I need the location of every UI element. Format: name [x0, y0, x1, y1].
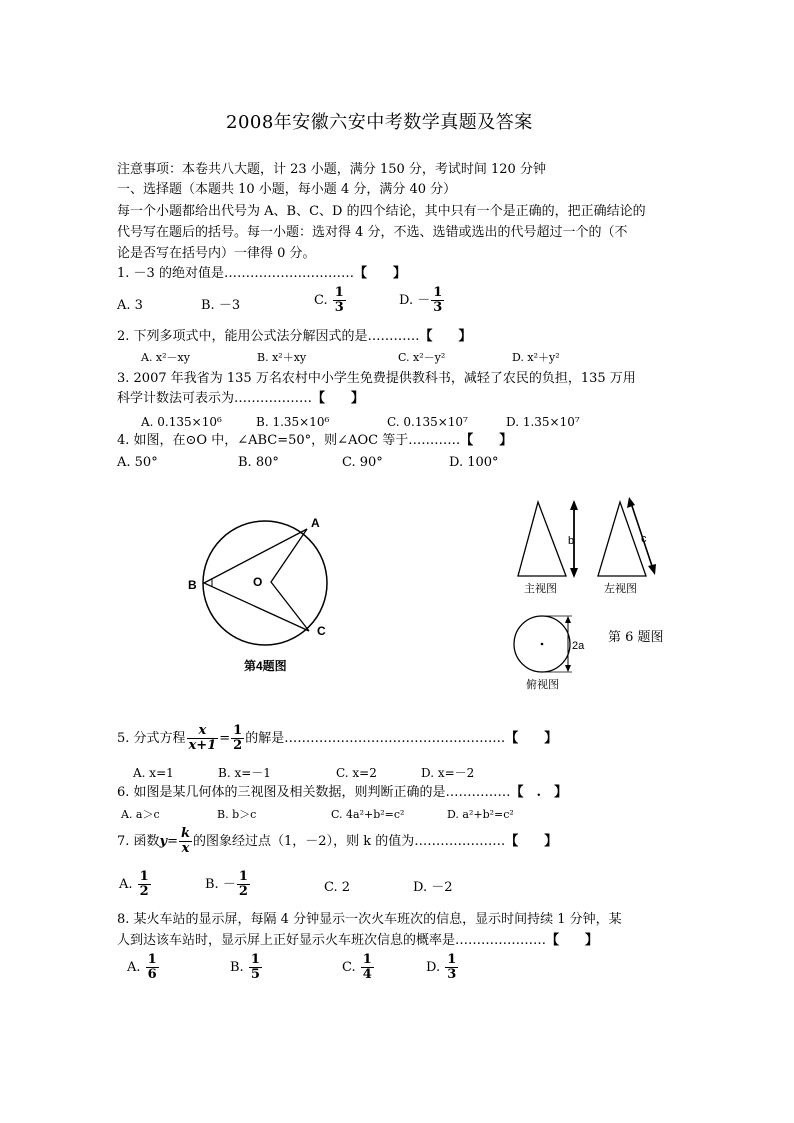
figure-6-caption: 第 6 题图 — [608, 630, 664, 645]
option-label: C. — [314, 293, 328, 308]
front-view-triangle — [518, 502, 566, 576]
numerator: 1 — [139, 869, 149, 884]
q8-option-a — [127, 953, 160, 982]
q2-option-b: B. x²＋xy — [257, 351, 307, 364]
q1-option-c — [314, 286, 347, 315]
fraction — [445, 953, 458, 982]
fraction — [333, 286, 346, 315]
fraction — [361, 953, 374, 982]
arrow-head-icon — [565, 616, 571, 623]
variable-y: y — [159, 834, 168, 849]
fraction-rhs — [231, 724, 244, 753]
q6-option-c: C. 4a²+b²=c² — [331, 808, 405, 821]
q6-option-b: B. b＞c — [217, 808, 257, 821]
numerator: 1 — [250, 952, 260, 967]
question-8-line-1: 8. 某火车站的显示屏，每隔 4 分钟显示一次火车班次的信息，显示时间持续 1 分钟，某 — [117, 912, 622, 927]
question-6-stem: 6. 如图是某几何体的三视图及相关数据，则判断正确的是…………… — [117, 785, 511, 800]
question-8-stem: 人到达该车站时，显示屏上正好显示火车班次信息的概率是………………… — [117, 933, 547, 948]
page-title: 2008年安徽六安中考数学真题及答案 — [226, 112, 533, 133]
figure-6-three-views — [508, 490, 688, 700]
fraction-k-over-x — [179, 827, 192, 856]
instruction-line-3: 论是否写在括号内）一律得 0 分。 — [117, 246, 316, 261]
denominator: 6 — [147, 967, 157, 982]
q5-option-c: C. x=2 — [336, 766, 377, 780]
question-1 — [117, 266, 406, 282]
numerator: 1 — [433, 285, 443, 300]
point-b-label: B — [188, 578, 197, 592]
arrow-head-icon — [627, 497, 635, 508]
fraction — [249, 953, 262, 982]
circle-o — [203, 521, 327, 645]
arrow-head-icon — [565, 665, 571, 672]
q1-option-b: B. －3 — [201, 298, 241, 313]
numerator: 1 — [334, 285, 344, 300]
q5-option-d: D. x=－2 — [421, 766, 475, 780]
q2-option-a: A. x²－xy — [141, 351, 190, 364]
numerator: 1 — [447, 952, 457, 967]
question-8-line-2 — [117, 933, 598, 949]
q8-option-c — [342, 953, 375, 982]
q3-option-a: A. 0.135×10⁶ — [141, 415, 222, 429]
answer-bracket[interactable]: 【 】 — [505, 834, 558, 849]
arrow-head-icon — [648, 564, 656, 575]
answer-bracket[interactable]: 【 】 — [546, 933, 599, 948]
question-4 — [117, 433, 512, 449]
answer-bracket[interactable]: 【 】 — [460, 433, 513, 448]
label-c: c — [641, 533, 647, 545]
question-5-suffix: 的解是…………………………………………… — [245, 731, 506, 746]
arrow-head-icon — [570, 500, 578, 510]
numerator: 1 — [362, 952, 372, 967]
option-label: B. — [230, 960, 244, 975]
answer-bracket[interactable]: 【 . 】 — [510, 785, 568, 800]
q2-option-d: D. x²＋y² — [512, 351, 560, 364]
fraction — [138, 870, 151, 899]
denominator: 2 — [233, 738, 243, 753]
q2-option-c: C. x²－y² — [398, 351, 446, 364]
q4-option-c: C. 90° — [342, 455, 383, 470]
front-view-caption: 主视图 — [524, 583, 557, 595]
figure-4-caption: 第4题图 — [244, 659, 287, 673]
question-3-line-2 — [117, 391, 364, 407]
question-5 — [117, 724, 557, 753]
denominator: 3 — [447, 967, 457, 982]
numerator: 1 — [233, 723, 243, 738]
fraction — [431, 286, 444, 315]
question-3-line-1: 3. 2007 年我省为 135 万名农村中小学生免费提供教科书，减轻了农民的负担，135 万用 — [117, 371, 636, 386]
q7-option-d: D. －2 — [413, 880, 453, 895]
fraction — [237, 870, 250, 899]
fraction-lhs — [187, 724, 219, 753]
equals-sign: = — [219, 731, 231, 746]
fraction — [146, 953, 159, 982]
left-view-caption: 左视图 — [604, 583, 637, 595]
q3-option-b: B. 1.35×10⁶ — [256, 415, 330, 429]
denominator: x+1 — [188, 738, 217, 753]
minus-sign: － — [222, 877, 236, 892]
q7-option-a — [119, 870, 152, 899]
instruction-line-2: 代号写在题后的括号。每一小题：选对得 4 分，不选、选错或选出的代号超过一个的（不 — [117, 225, 628, 240]
arrow-head-icon — [570, 568, 578, 578]
denominator: x — [181, 841, 190, 856]
denominator: 2 — [139, 884, 149, 899]
q6-option-d: D. a²+b²=c² — [447, 808, 514, 821]
option-label: C. — [342, 960, 356, 975]
numerator: 1 — [147, 952, 157, 967]
q8-option-b — [230, 953, 263, 982]
answer-bracket[interactable]: 【 】 — [353, 266, 406, 281]
option-label: D. — [426, 960, 441, 975]
label-2a: 2a — [572, 640, 585, 652]
center-point — [541, 643, 544, 646]
q1-option-d — [399, 286, 445, 315]
numerator: k — [181, 826, 191, 841]
q8-option-d — [426, 953, 459, 982]
denominator: 5 — [250, 967, 260, 982]
q3-option-c: C. 0.135×10⁷ — [387, 415, 468, 429]
equals-sign: = — [167, 834, 179, 849]
question-5-prefix: 5. 分式方程 — [117, 731, 186, 746]
answer-bracket[interactable]: 【 】 — [312, 391, 365, 406]
top-view-caption: 俯视图 — [526, 679, 559, 691]
question-2-stem: 2. 下列多项式中，能用公式法分解因式的是………… — [117, 329, 420, 344]
option-label: B. — [205, 877, 219, 892]
q4-option-a: A. 50° — [117, 455, 158, 470]
q5-option-b: B. x=－1 — [218, 766, 271, 780]
denominator: 3 — [433, 300, 443, 315]
left-view-triangle — [598, 502, 646, 576]
denominator: 2 — [238, 884, 248, 899]
option-label: A. — [127, 960, 141, 975]
q7-option-c: C. 2 — [324, 880, 351, 895]
point-o-label: O — [253, 575, 263, 589]
question-7-suffix: 的图象经过点（1，－2），则 k 的值为………………… — [193, 834, 506, 849]
q6-option-a: A. a＞c — [121, 808, 160, 821]
point-c-label: C — [317, 624, 326, 638]
question-7-prefix: 7. 函数 — [117, 834, 160, 849]
numerator: 1 — [238, 869, 248, 884]
q4-option-b: B. 80° — [238, 455, 279, 470]
option-label: D. — [399, 293, 414, 308]
figure-4-circle-diagram — [180, 505, 350, 675]
q4-option-d: D. 100° — [449, 455, 499, 470]
question-6 — [117, 785, 567, 801]
instruction-line-1: 每一个小题都给出代号为 A、B、C、D 的四个结论，其中只有一个是正确的，把正确结论的 — [117, 204, 646, 219]
section-heading: 一、选择题（本题共 10 小题，每小题 4 分，满分 40 分） — [117, 182, 457, 197]
denominator: 4 — [362, 967, 372, 982]
numerator: x — [187, 724, 219, 739]
q3-option-d: D. 1.35×10⁷ — [506, 415, 580, 429]
question-2 — [117, 329, 472, 345]
label-b: b — [568, 535, 575, 547]
answer-bracket[interactable]: 【 】 — [505, 731, 558, 746]
point-a-label: A — [311, 516, 320, 530]
q1-option-a: A. 3 — [117, 298, 143, 313]
exam-notice: 注意事项：本卷共八大题，计 23 小题，满分 150 分，考试时间 120 分钟 — [117, 162, 546, 177]
denominator: 3 — [334, 300, 344, 315]
answer-bracket[interactable]: 【 】 — [419, 329, 472, 344]
q5-option-a: A. x=1 — [133, 766, 174, 780]
option-label: A. — [119, 877, 133, 892]
question-3-stem: 科学计数法可表示为……………… — [117, 391, 313, 406]
question-4-stem: 4. 如图，在⊙O 中，∠ABC=50°，则∠AOC 等于………… — [117, 433, 461, 448]
minus-sign: － — [417, 293, 431, 308]
question-7 — [117, 827, 557, 856]
question-1-stem: 1. －3 的绝对值是………………………… — [117, 266, 354, 281]
q7-option-b — [205, 870, 251, 899]
